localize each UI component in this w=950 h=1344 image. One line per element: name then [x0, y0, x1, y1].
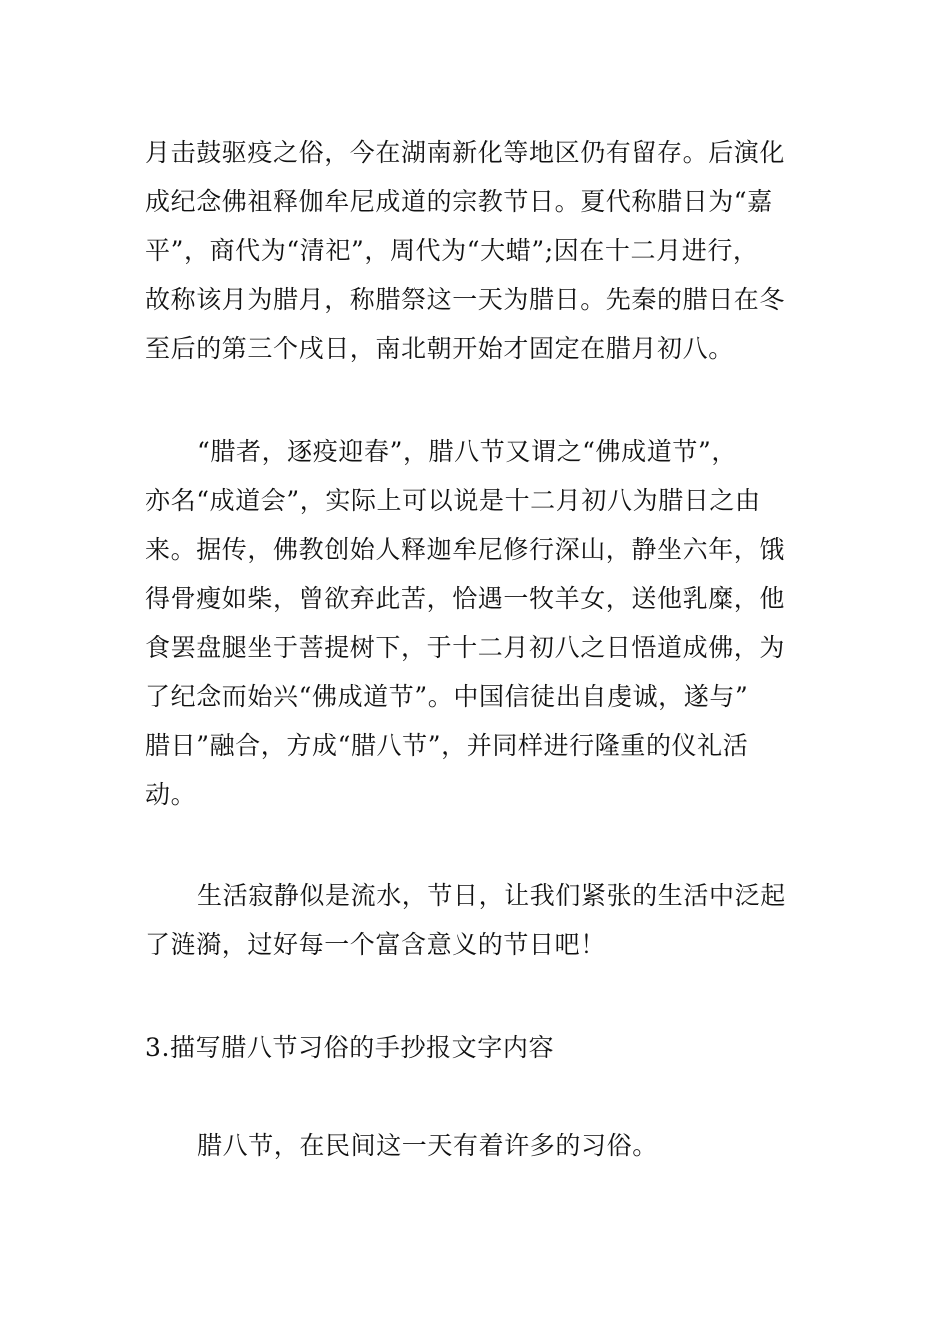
paragraph-laba-origin — [145, 128, 825, 373]
text-line: 生活寂静似是流水，节日，让我们紧张的生活中泛起 — [197, 881, 786, 910]
text-line: “腊者，逐疫迎春”，腊八节又谓之“佛成道节”， — [197, 437, 737, 466]
text-line: 动。 — [145, 780, 197, 809]
text-line: 故称该月为腊月，称腊祭这一天为腊日。先秦的腊日在冬 — [145, 285, 786, 314]
paragraph-customs-intro — [145, 1121, 825, 1170]
text-line: 月击鼓驱疫之俗，今在湖南新化等地区仍有留存。后演化 — [145, 138, 786, 167]
text-line: 来。据传，佛教创始人释迦牟尼修行深山，静坐六年，饿 — [145, 535, 786, 564]
text-line: 腊日”融合，方成“腊八节”，并同样进行隆重的仪礼活 — [145, 731, 749, 760]
text-line: 了涟漪，过好每一个富含意义的节日吧！ — [145, 930, 606, 959]
paragraph-closing-thought — [145, 871, 825, 969]
text-line: 腊八节，在民间这一天有着许多的习俗。 — [197, 1131, 658, 1160]
text-line: 了纪念而始兴“佛成道节”。中国信徒出自虔诚，遂与” — [145, 682, 749, 711]
text-line: 成纪念佛祖释伽牟尼成道的宗教节日。夏代称腊日为“嘉 — [145, 187, 773, 216]
text-line: 至后的第三个戌日，南北朝开始才固定在腊月初八。 — [145, 334, 734, 363]
text-line: 食罢盘腿坐于菩提树下，于十二月初八之日悟道成佛，为 — [145, 633, 786, 662]
paragraph-buddha-enlightenment — [145, 427, 825, 819]
text-line: 得骨瘦如柴，曾欲弃此苦，恰遇一牧羊女，送他乳糜，他 — [145, 584, 786, 613]
section-heading: 3.描写腊八节习俗的手抄报文字内容 — [145, 1033, 555, 1062]
text-line: 平”，商代为“清祀”，周代为“大蜡”;因在十二月进行， — [145, 236, 759, 265]
text-line: 亦名“成道会”，实际上可以说是十二月初八为腊日之由 — [145, 486, 761, 515]
